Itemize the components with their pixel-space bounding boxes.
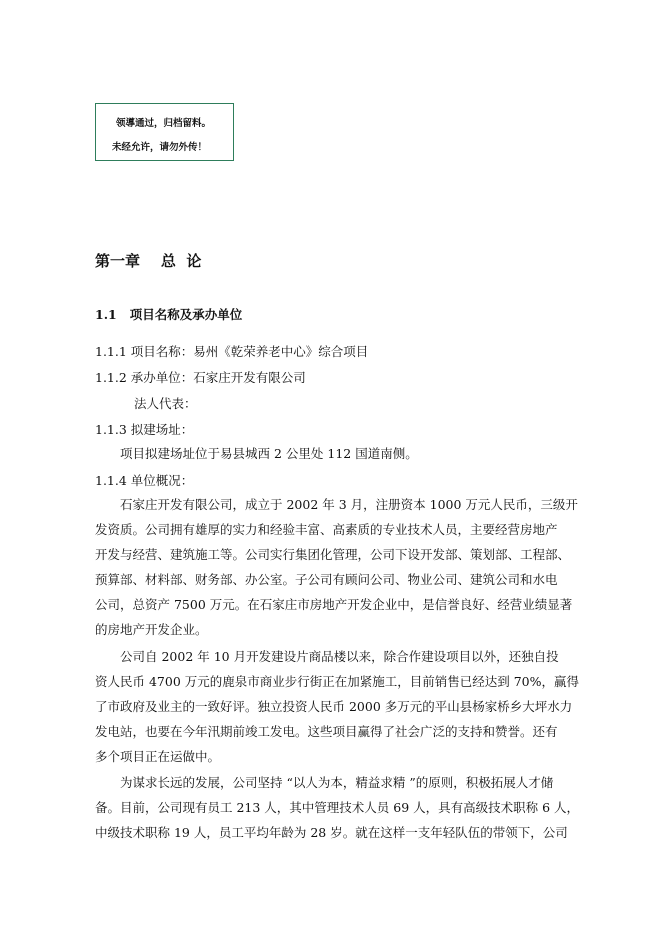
paragraph-line: 为谋求长远的发展，公司坚持 “以人为本，精益求精 ”的原则，积极拓展人才储: [120, 775, 554, 790]
paragraph-line: 发电站，也要在今年汛期前竣工发电。这些项目赢得了社会广泛的支持和赞誉。还有: [95, 724, 558, 739]
item-site-location: 项目拟建场址位于易县城西 2 公里处 112 国道南侧。: [120, 446, 418, 461]
paragraph-line: 资人民币 4700 万元的鹿泉市商业步行街正在加紧施工，目前销售已经达到 70%，赢得: [95, 674, 580, 689]
paragraph-line: 发资质。公司拥有雄厚的实力和经验丰富、高素质的专业技术人员，主要经营房地产: [95, 522, 558, 537]
confidential-notice-box: [95, 103, 234, 161]
paragraph-line: 的房地产开发企业。: [95, 622, 208, 637]
item-project-name: 1.1.1 项目名称：易州《乾荣养老中心》综合项目: [95, 344, 369, 359]
paragraph-line: 石家庄开发有限公司，成立于 2002 年 3 月，注册资本 1000 万元人民币，三级开: [120, 497, 578, 512]
paragraph-line: 多个项目正在运做中。: [95, 749, 221, 764]
paragraph-line: 了市政府及业主的一致好评。独立投资人民币 2000 多万元的平山县杨家桥乡大坪水力: [95, 699, 573, 714]
paragraph-line: 开发与经营、建筑施工等。公司实行集团化管理，公司下设开发部、策划部、工程部、: [95, 547, 571, 562]
paragraph-line: 预算部、材料部、财务部、办公室。子公司有顾问公司、物业公司、建筑公司和水电: [95, 572, 558, 587]
paragraph-line: 公司，总资产 7500 万元。在石家庄市房地产开发企业中，是信誉良好、经营业绩显著: [95, 597, 573, 612]
item-company-overview-heading: 1.1.4 单位概况：: [95, 473, 194, 488]
item-site-heading: 1.1.3 拟建场址：: [95, 422, 194, 437]
item-undertaking-unit: 1.1.2 承办单位：石家庄开发有限公司: [95, 370, 306, 385]
notice-line-approval: 领導通过，归档留料。: [116, 118, 212, 129]
chapter-title: 第一章 总 论: [95, 252, 202, 270]
paragraph-line: 备。目前，公司现有员工 213 人，其中管理技术人员 69 人，具有高级技术职称 6 人，: [95, 800, 580, 815]
item-legal-representative: 法人代表：: [134, 396, 197, 411]
paragraph-line: 中级技术职称 19 人，员工平均年龄为 28 岁。就在这样一支年轻队伍的带领下，公司: [95, 825, 568, 840]
paragraph-line: 公司自 2002 年 10 月开发建设片商品楼以来，除合作建设项目以外，还独自投: [120, 649, 559, 664]
notice-line-restriction: 未经允许，请勿外传！: [112, 142, 208, 153]
section-title: 1.1 项目名称及承办单位: [95, 307, 243, 322]
